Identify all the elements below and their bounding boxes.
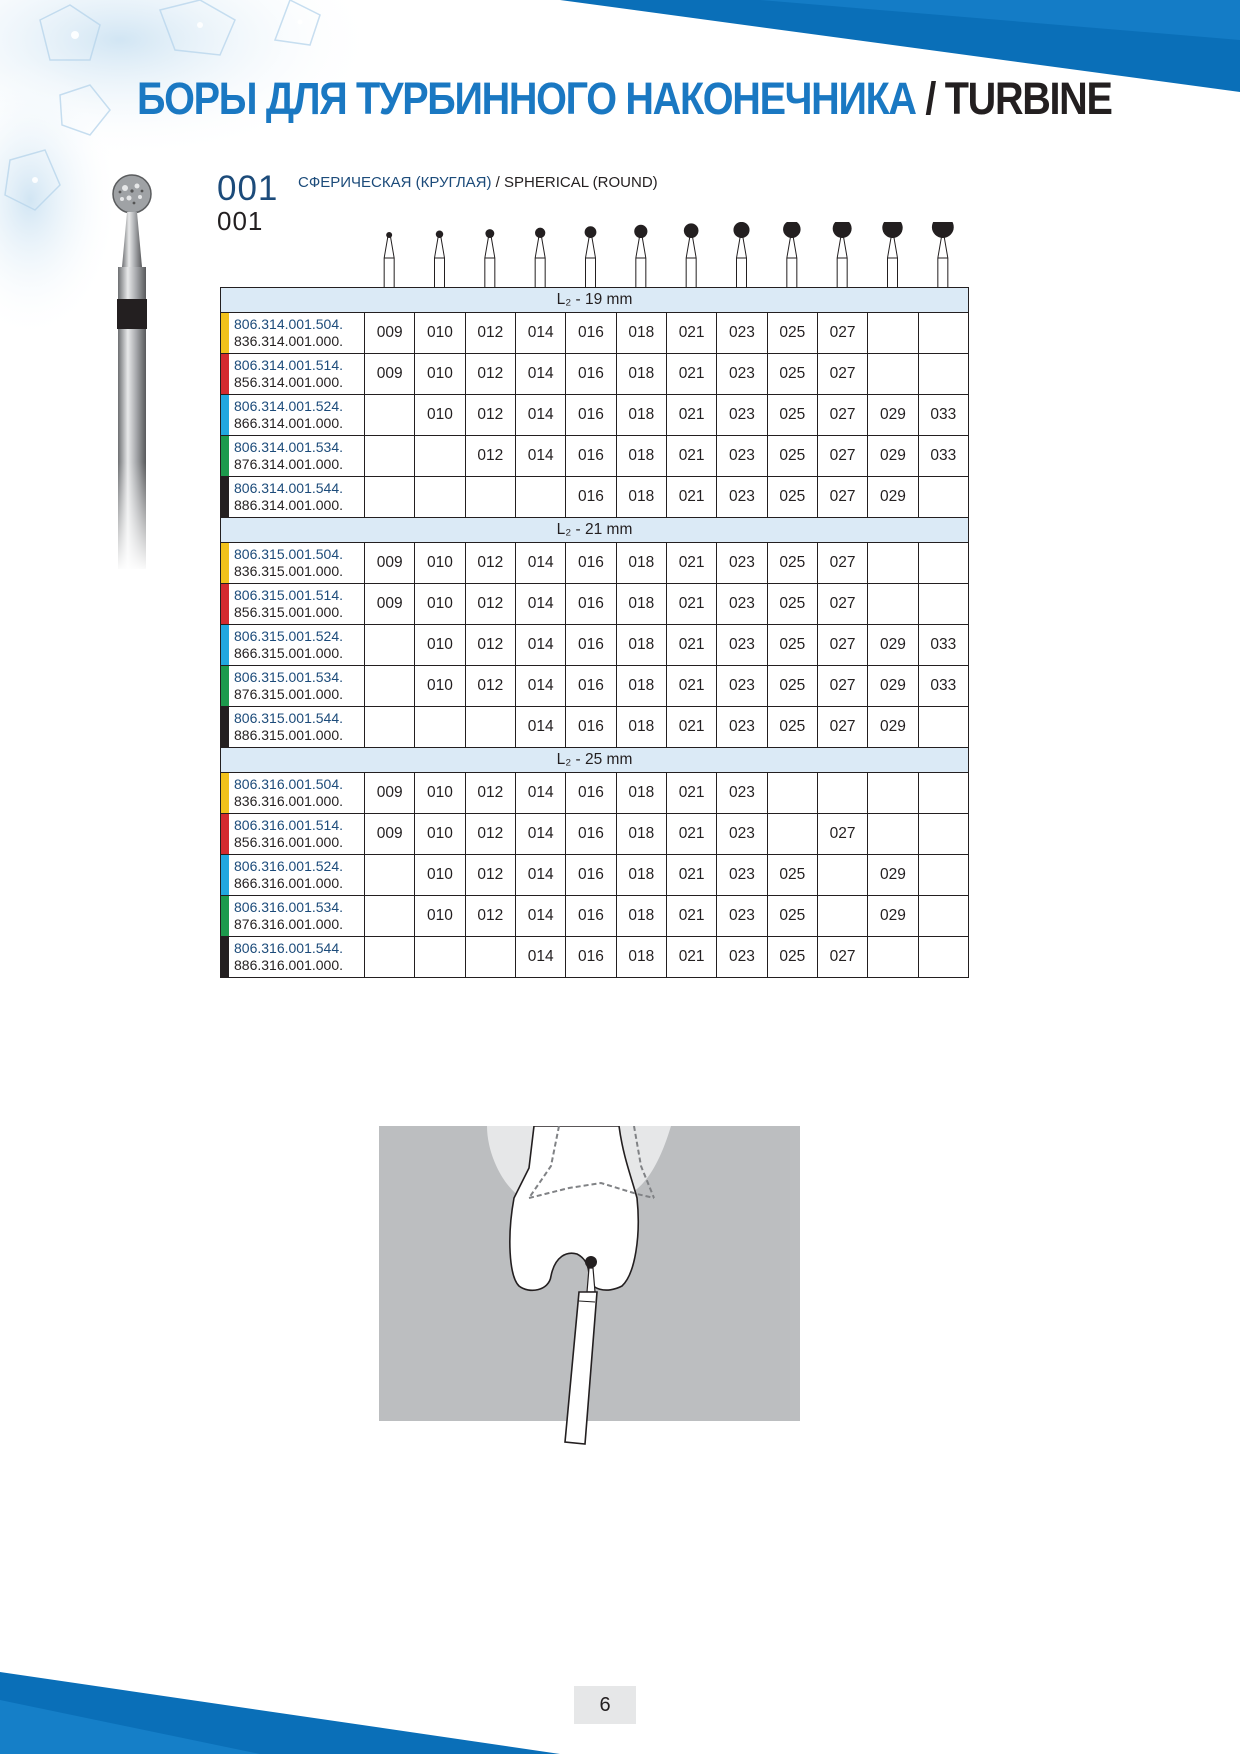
article-number-primary: 806.315.001.504.	[234, 546, 343, 562]
size-cell: 010	[415, 584, 465, 625]
article-numbers-cell	[221, 395, 365, 436]
section-length-label: L₂ - 25 mm	[221, 748, 969, 773]
size-cell: 016	[566, 666, 616, 707]
size-cell: 029	[868, 625, 918, 666]
grit-color-marker	[221, 814, 229, 854]
size-cell: 025	[767, 395, 817, 436]
size-cell: 023	[717, 937, 767, 978]
size-cell: 012	[465, 896, 515, 937]
size-cell: 014	[515, 625, 565, 666]
size-cell: 021	[666, 477, 716, 518]
article-number-primary: 806.316.001.524.	[234, 858, 343, 874]
size-cell: 023	[717, 395, 767, 436]
article-numbers-cell	[221, 436, 365, 477]
size-cell: 016	[566, 395, 616, 436]
size-cell: 016	[566, 707, 616, 748]
size-cell	[868, 937, 918, 978]
table-row	[221, 436, 969, 477]
title-separator: /	[925, 73, 936, 124]
size-cell: 012	[465, 584, 515, 625]
size-cell: 010	[415, 395, 465, 436]
size-cell	[868, 313, 918, 354]
article-number-secondary: 866.314.001.000.	[234, 415, 343, 431]
size-cell	[918, 354, 968, 395]
size-cell: 010	[415, 666, 465, 707]
size-cell	[365, 436, 415, 477]
article-number-secondary: 856.316.001.000.	[234, 834, 343, 850]
size-cell: 025	[767, 855, 817, 896]
article-number-secondary: 876.315.001.000.	[234, 686, 343, 702]
table-row	[221, 313, 969, 354]
grit-color-marker	[221, 584, 229, 624]
table-row	[221, 477, 969, 518]
size-cell: 016	[566, 896, 616, 937]
size-cell: 021	[666, 707, 716, 748]
size-cell: 010	[415, 773, 465, 814]
size-cell	[817, 855, 867, 896]
size-cell: 025	[767, 477, 817, 518]
size-cell: 025	[767, 313, 817, 354]
size-cell: 014	[515, 855, 565, 896]
size-cell: 025	[767, 666, 817, 707]
size-cell: 033	[918, 395, 968, 436]
size-cell: 018	[616, 436, 666, 477]
size-cell	[868, 814, 918, 855]
grit-color-marker	[221, 313, 229, 353]
grit-color-marker	[221, 395, 229, 435]
section-header-row	[221, 748, 969, 773]
article-number-primary: 806.314.001.524.	[234, 398, 343, 414]
table-row	[221, 354, 969, 395]
size-cell: 012	[465, 814, 515, 855]
size-cell: 027	[817, 354, 867, 395]
size-cell: 010	[415, 625, 465, 666]
size-cell: 010	[415, 896, 465, 937]
bur-head-size-icon	[833, 222, 852, 288]
size-cell: 010	[415, 313, 465, 354]
table-row	[221, 707, 969, 748]
title-en: TURBINE	[944, 73, 1112, 124]
article-number-primary: 806.316.001.514.	[234, 817, 343, 833]
size-cell: 021	[666, 395, 716, 436]
size-cell	[868, 543, 918, 584]
grit-color-marker	[221, 543, 229, 583]
size-cell	[465, 707, 515, 748]
article-number-primary: 806.315.001.514.	[234, 587, 343, 603]
section-length-label: L₂ - 21 mm	[221, 518, 969, 543]
size-cell: 018	[616, 354, 666, 395]
table-row	[221, 584, 969, 625]
size-cell: 010	[415, 543, 465, 584]
bur-head-size-icon	[0, 222, 1240, 288]
size-cell: 023	[717, 436, 767, 477]
article-number-secondary: 836.314.001.000.	[234, 333, 343, 349]
size-cell	[415, 937, 465, 978]
article-number-primary: 806.314.001.504.	[234, 316, 343, 332]
article-number-secondary: 856.314.001.000.	[234, 374, 343, 390]
size-cell: 014	[515, 354, 565, 395]
size-cell	[365, 395, 415, 436]
article-numbers-cell	[221, 666, 365, 707]
size-cell	[868, 773, 918, 814]
size-cell	[868, 584, 918, 625]
size-cell	[365, 855, 415, 896]
size-cell: 016	[566, 313, 616, 354]
size-cell: 014	[515, 937, 565, 978]
size-cell	[415, 436, 465, 477]
shape-name-en: SPHERICAL (ROUND)	[504, 174, 658, 191]
size-cell: 029	[868, 707, 918, 748]
article-numbers-cell	[221, 477, 365, 518]
size-cell: 023	[717, 707, 767, 748]
table-row	[221, 666, 969, 707]
table-row	[221, 855, 969, 896]
size-cell: 012	[465, 436, 515, 477]
size-cell: 027	[817, 436, 867, 477]
size-cell	[918, 477, 968, 518]
size-cell: 018	[616, 543, 666, 584]
article-number-secondary: 866.316.001.000.	[234, 875, 343, 891]
size-cell: 027	[817, 707, 867, 748]
size-cell: 010	[415, 855, 465, 896]
size-cell: 014	[515, 543, 565, 584]
size-cell: 012	[465, 625, 515, 666]
bur-head-size-icon	[384, 232, 394, 288]
size-cell: 023	[717, 855, 767, 896]
size-cell	[767, 814, 817, 855]
size-cell: 014	[515, 707, 565, 748]
article-number-primary: 806.315.001.534.	[234, 669, 343, 685]
size-cell: 023	[717, 625, 767, 666]
grit-color-marker	[221, 477, 229, 517]
grit-color-marker	[221, 707, 229, 747]
table-row	[221, 395, 969, 436]
size-cell	[465, 937, 515, 978]
size-cell: 018	[616, 395, 666, 436]
size-cell: 025	[767, 543, 817, 584]
article-numbers-cell	[221, 543, 365, 584]
size-cell: 027	[817, 477, 867, 518]
article-number-secondary: 836.316.001.000.	[234, 793, 343, 809]
article-number-secondary: 866.315.001.000.	[234, 645, 343, 661]
article-number-secondary: 886.315.001.000.	[234, 727, 343, 743]
size-cell: 033	[918, 625, 968, 666]
size-cell: 009	[365, 543, 415, 584]
size-cell: 012	[465, 354, 515, 395]
grit-color-marker	[221, 625, 229, 665]
size-cell: 021	[666, 937, 716, 978]
size-cell: 027	[817, 584, 867, 625]
size-cell: 012	[465, 313, 515, 354]
size-cell: 010	[415, 354, 465, 395]
size-cell	[868, 354, 918, 395]
size-cell: 014	[515, 666, 565, 707]
size-cell: 016	[566, 625, 616, 666]
grit-color-marker	[221, 773, 229, 813]
page-title	[137, 73, 1112, 124]
article-number-primary: 806.316.001.504.	[234, 776, 343, 792]
article-number-secondary: 876.314.001.000.	[234, 456, 343, 472]
size-cell: 021	[666, 436, 716, 477]
size-cell: 018	[616, 707, 666, 748]
section-header-row	[221, 518, 969, 543]
size-cell: 018	[616, 773, 666, 814]
article-numbers-cell	[221, 625, 365, 666]
bur-head-size-icon	[932, 222, 954, 288]
size-cell: 014	[515, 395, 565, 436]
size-cell: 014	[515, 773, 565, 814]
size-cell: 025	[767, 584, 817, 625]
size-cell: 018	[616, 937, 666, 978]
size-cell: 023	[717, 773, 767, 814]
grit-color-marker	[221, 666, 229, 706]
size-cell: 025	[767, 354, 817, 395]
article-number-secondary: 886.316.001.000.	[234, 957, 343, 973]
size-cell: 029	[868, 896, 918, 937]
size-cell: 029	[868, 436, 918, 477]
grit-color-marker	[221, 937, 229, 977]
size-cell: 018	[616, 666, 666, 707]
size-cell: 027	[817, 937, 867, 978]
size-cell: 029	[868, 477, 918, 518]
size-cell	[918, 896, 968, 937]
size-cell: 029	[868, 666, 918, 707]
size-cell: 016	[566, 543, 616, 584]
product-table	[220, 287, 969, 978]
size-cell: 033	[918, 436, 968, 477]
size-cell: 021	[666, 354, 716, 395]
cavity-preparation-diagram	[379, 1126, 803, 1448]
size-cell: 021	[666, 543, 716, 584]
size-cell	[918, 937, 968, 978]
table-row	[221, 773, 969, 814]
size-cell	[817, 773, 867, 814]
size-cell: 021	[666, 584, 716, 625]
shape-name-ru: СФЕРИЧЕСКАЯ (КРУГЛАЯ)	[298, 174, 492, 191]
bur-head-size-icon	[783, 222, 801, 288]
size-cell: 018	[616, 814, 666, 855]
article-numbers-cell	[221, 855, 365, 896]
product-code: 001	[217, 169, 279, 208]
size-cell: 009	[365, 313, 415, 354]
size-cell: 025	[767, 896, 817, 937]
size-cell: 018	[616, 896, 666, 937]
table-row	[221, 625, 969, 666]
size-cell	[918, 707, 968, 748]
size-cell: 009	[365, 814, 415, 855]
size-cell: 023	[717, 313, 767, 354]
bur-head-size-icon	[485, 229, 495, 288]
size-cell: 016	[566, 477, 616, 518]
size-cell: 021	[666, 313, 716, 354]
size-cell: 012	[465, 773, 515, 814]
article-numbers-cell	[221, 814, 365, 855]
size-cell: 023	[717, 354, 767, 395]
size-cell: 018	[616, 625, 666, 666]
article-numbers-cell	[221, 937, 365, 978]
size-cell: 018	[616, 313, 666, 354]
grit-color-marker	[221, 896, 229, 936]
size-cell	[515, 477, 565, 518]
size-cell: 016	[566, 354, 616, 395]
size-cell: 023	[717, 477, 767, 518]
table-row	[221, 937, 969, 978]
article-number-primary: 806.314.001.544.	[234, 480, 343, 496]
size-cell: 016	[566, 773, 616, 814]
article-numbers-cell	[221, 584, 365, 625]
size-cell: 027	[817, 395, 867, 436]
bur-head-size-icon	[684, 223, 699, 288]
bur-head-size-icon	[634, 225, 647, 288]
size-cell	[365, 477, 415, 518]
grit-color-marker	[221, 855, 229, 895]
article-number-primary: 806.316.001.544.	[234, 940, 343, 956]
article-number-primary: 806.315.001.544.	[234, 710, 343, 726]
article-numbers-cell	[221, 313, 365, 354]
size-cell	[415, 707, 465, 748]
size-cell	[365, 625, 415, 666]
size-cell	[817, 896, 867, 937]
article-number-secondary: 876.316.001.000.	[234, 916, 343, 932]
size-cell: 027	[817, 666, 867, 707]
size-cell: 021	[666, 773, 716, 814]
size-cell: 012	[465, 855, 515, 896]
size-cell: 009	[365, 354, 415, 395]
size-cell: 021	[666, 625, 716, 666]
bur-head-size-icon	[585, 226, 597, 288]
article-number-secondary: 856.315.001.000.	[234, 604, 343, 620]
size-cell: 025	[767, 436, 817, 477]
product-code-iso: 001	[217, 206, 264, 236]
size-cell: 027	[817, 814, 867, 855]
size-cell	[465, 477, 515, 518]
size-cell: 023	[717, 814, 767, 855]
article-number-primary: 806.316.001.534.	[234, 899, 343, 915]
size-cell	[918, 313, 968, 354]
size-cell: 016	[566, 937, 616, 978]
article-numbers-cell	[221, 896, 365, 937]
page-number: 6	[574, 1686, 636, 1724]
size-cell: 023	[717, 666, 767, 707]
size-cell	[918, 584, 968, 625]
bur-head-size-icon	[535, 228, 545, 288]
size-cell: 025	[767, 625, 817, 666]
table-row	[221, 543, 969, 584]
size-cell: 014	[515, 584, 565, 625]
size-cell	[365, 896, 415, 937]
size-cell: 018	[616, 584, 666, 625]
size-cell: 016	[566, 584, 616, 625]
bur-head-size-icon	[882, 222, 902, 288]
size-cell	[918, 855, 968, 896]
size-cell: 023	[717, 543, 767, 584]
size-cell	[365, 666, 415, 707]
article-numbers-cell	[221, 707, 365, 748]
size-cell: 009	[365, 773, 415, 814]
article-numbers-cell	[221, 773, 365, 814]
size-cell: 018	[616, 855, 666, 896]
article-number-secondary: 836.315.001.000.	[234, 563, 343, 579]
size-cell	[365, 937, 415, 978]
size-cell: 023	[717, 584, 767, 625]
size-cell	[918, 773, 968, 814]
section-header-row	[221, 288, 969, 313]
size-cell: 021	[666, 896, 716, 937]
size-cell: 029	[868, 395, 918, 436]
size-cell	[767, 773, 817, 814]
size-cell: 014	[515, 436, 565, 477]
size-cell	[918, 543, 968, 584]
size-cell: 012	[465, 395, 515, 436]
shape-name-separator: /	[495, 174, 500, 191]
size-cell: 027	[817, 543, 867, 584]
size-cell: 014	[515, 896, 565, 937]
section-length-label: L₂ - 19 mm	[221, 288, 969, 313]
size-cell: 025	[767, 937, 817, 978]
size-cell: 016	[566, 814, 616, 855]
article-number-primary: 806.314.001.534.	[234, 439, 343, 455]
size-cell: 027	[817, 625, 867, 666]
size-cell	[415, 477, 465, 518]
size-cell	[918, 814, 968, 855]
size-cell: 018	[616, 477, 666, 518]
size-cell: 014	[515, 313, 565, 354]
table-row	[221, 814, 969, 855]
title-ru: БОРЫ ДЛЯ ТУРБИННОГО НАКОНЕЧНИКА	[137, 73, 916, 124]
size-cell: 027	[817, 313, 867, 354]
article-number-primary: 806.315.001.524.	[234, 628, 343, 644]
size-cell: 029	[868, 855, 918, 896]
size-cell: 033	[918, 666, 968, 707]
size-cell: 010	[415, 814, 465, 855]
article-number-primary: 806.314.001.514.	[234, 357, 343, 373]
size-cell: 012	[465, 666, 515, 707]
grit-color-marker	[221, 354, 229, 394]
size-cell: 014	[515, 814, 565, 855]
article-number-secondary: 886.314.001.000.	[234, 497, 343, 513]
bur-head-size-icon	[733, 222, 749, 288]
size-cell: 021	[666, 855, 716, 896]
size-cell: 016	[566, 436, 616, 477]
bur-head-size-icon	[435, 231, 445, 288]
size-cell	[365, 707, 415, 748]
size-cell: 021	[666, 814, 716, 855]
size-cell: 012	[465, 543, 515, 584]
size-cell: 025	[767, 707, 817, 748]
article-numbers-cell	[221, 354, 365, 395]
size-cell: 009	[365, 584, 415, 625]
grit-color-marker	[221, 436, 229, 476]
size-cell: 016	[566, 855, 616, 896]
shape-name	[298, 174, 658, 191]
table-row	[221, 896, 969, 937]
size-cell: 021	[666, 666, 716, 707]
size-cell: 023	[717, 896, 767, 937]
